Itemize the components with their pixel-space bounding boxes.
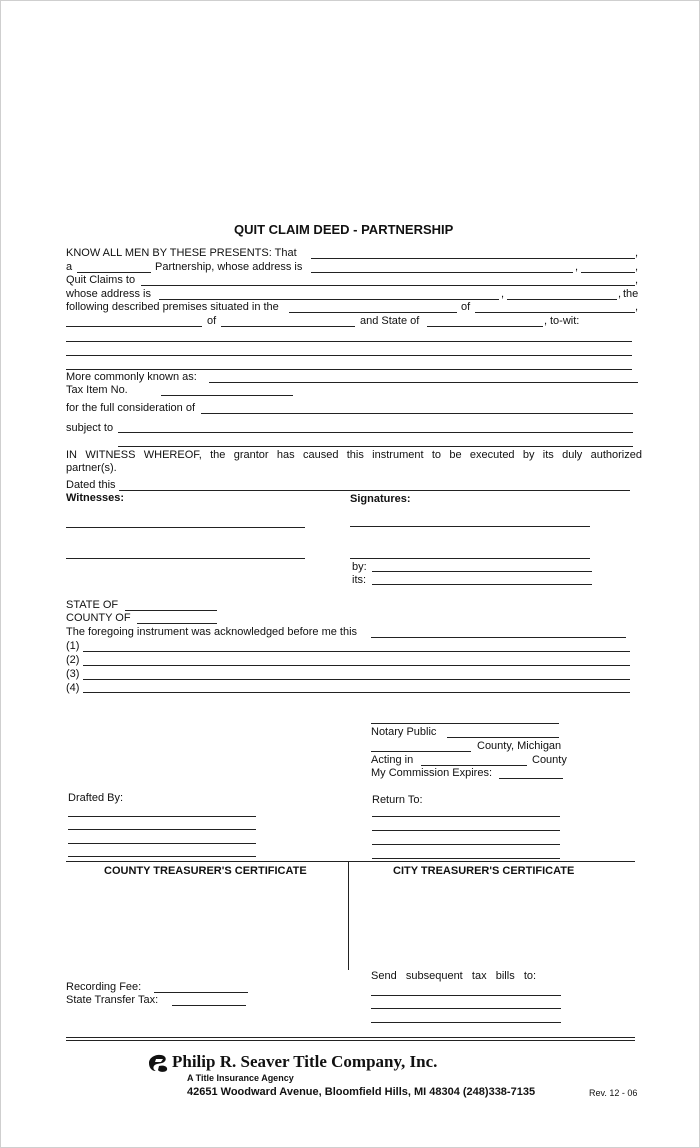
partnership-state-line[interactable] (77, 272, 151, 273)
witnesses-label: Witnesses: (66, 492, 124, 504)
send-bills-line[interactable] (371, 1022, 561, 1023)
recording-fee-line[interactable] (154, 992, 248, 993)
ack-item-label: (3) (66, 668, 80, 680)
subject-to-line[interactable] (118, 446, 633, 447)
dated-line[interactable] (119, 490, 630, 491)
ack-item-line[interactable] (83, 692, 630, 693)
subject-to-line[interactable] (118, 432, 633, 433)
notary-public-label: Notary Public (371, 726, 437, 738)
recording-fee-label: Recording Fee: (66, 981, 142, 993)
tax-item-line[interactable] (161, 395, 293, 396)
county-label: County (532, 754, 567, 766)
drafted-by-line[interactable] (68, 816, 256, 817)
signatures-label: Signatures: (350, 493, 411, 505)
acting-in-label: Acting in (371, 754, 414, 766)
commission-date-line[interactable] (499, 778, 563, 779)
by-label: by: (352, 561, 367, 573)
county-michigan-label: County, Michigan (477, 740, 562, 752)
drafted-by-line[interactable] (68, 829, 256, 830)
witness-statement-end: partner(s). (66, 462, 117, 474)
legal-description-line[interactable] (66, 341, 632, 342)
witness-signature-line[interactable] (66, 527, 305, 528)
transfer-tax-line[interactable] (172, 1005, 246, 1006)
grantor-name-line[interactable] (311, 258, 635, 259)
agency-text: A Title Insurance Agency (187, 1073, 294, 1083)
subject-to-label: subject to (66, 422, 114, 434)
state-of-text: and State of (360, 315, 420, 327)
ack-item-line[interactable] (83, 651, 630, 652)
certificates-divider (348, 861, 349, 970)
footer-rule (66, 1040, 635, 1041)
its-label: its: (352, 574, 367, 586)
of-text-1: of (461, 301, 471, 313)
grantee-name-line[interactable] (141, 285, 635, 286)
partnership-text: Partnership, whose address is (155, 261, 303, 273)
footer-rule (66, 1037, 635, 1038)
acting-county-line[interactable] (421, 765, 527, 766)
ack-state-line[interactable] (125, 610, 217, 611)
drafted-by-label: Drafted By: (68, 792, 124, 804)
state-of-label: STATE OF (66, 599, 119, 611)
county-of-label: COUNTY OF (66, 612, 131, 624)
county-treasurer-certificate: COUNTY TREASURER'S CERTIFICATE (104, 865, 307, 877)
grantee-address-line[interactable] (159, 299, 499, 300)
send-bills-line[interactable] (371, 1008, 561, 1009)
revision-text: Rev. 12 - 06 (589, 1088, 638, 1098)
drafted-by-line[interactable] (68, 856, 256, 857)
intro-text: KNOW ALL MEN BY THESE PRESENTS: That (66, 247, 297, 259)
company-logo-icon (147, 1053, 169, 1073)
the-text: the (623, 288, 639, 300)
return-to-line[interactable] (372, 858, 560, 859)
tax-item-label: Tax Item No. (66, 384, 128, 396)
return-to-line[interactable] (372, 816, 560, 817)
company-name: Philip R. Seaver Title Company, Inc. (172, 1052, 438, 1071)
commission-label: My Commission Expires: (371, 767, 493, 779)
grantor-zip-line[interactable] (581, 272, 635, 273)
return-to-line[interactable] (372, 844, 560, 845)
drafted-by-line[interactable] (68, 843, 256, 844)
ack-item-line[interactable] (83, 665, 630, 666)
transfer-tax-label: State Transfer Tax: (66, 994, 159, 1006)
send-bills-line[interactable] (371, 995, 561, 996)
state-line[interactable] (427, 326, 543, 327)
foregoing-text: The foregoing instrument was acknowledged before me this (66, 626, 358, 638)
ack-item-line[interactable] (83, 679, 630, 680)
dated-label: Dated this (66, 479, 116, 491)
page-title: QUIT CLAIM DEED - PARTNERSHIP (234, 222, 454, 237)
ack-item-label: (2) (66, 654, 80, 666)
city-treasurer-certificate: CITY TREASURER'S CERTIFICATE (393, 865, 575, 877)
ack-item-label: (1) (66, 640, 80, 652)
by-line[interactable] (372, 571, 592, 572)
ack-date-line[interactable] (371, 637, 626, 638)
notary-signature-line[interactable] (371, 723, 559, 724)
grantee-address-label: whose address is (66, 288, 151, 300)
send-bills-label: Send subsequent tax bills to: (371, 970, 537, 982)
company-address: 42651 Woodward Avenue, Bloomfield Hills, MI 48304 (248)338-7135 (187, 1086, 536, 1098)
commonly-known-label: More commonly known as: (66, 371, 197, 383)
quit-claims-text: Quit Claims to (66, 274, 136, 286)
article-a: a (66, 261, 73, 273)
county-line[interactable] (221, 326, 355, 327)
township-line[interactable] (66, 326, 202, 327)
ack-county-line[interactable] (137, 623, 217, 624)
premises-city-line[interactable] (475, 312, 635, 313)
notary-county-line[interactable] (371, 751, 471, 752)
witness-statement: IN WITNESS WHEREOF, the grantor has caused this instrument to be executed by its duly authorized (66, 449, 642, 461)
its-line[interactable] (372, 584, 592, 585)
witness-signature-line[interactable] (66, 558, 305, 559)
certificates-top-rule (66, 861, 635, 862)
return-to-line[interactable] (372, 830, 560, 831)
premises-text: following described premises situated in the (66, 301, 279, 313)
legal-description-line[interactable] (66, 369, 632, 370)
to-wit-text: to-wit: (550, 315, 580, 327)
signature-line[interactable] (350, 558, 590, 559)
notary-name-line[interactable] (447, 737, 559, 738)
deed-page: QUIT CLAIM DEED - PARTNERSHIP KNOW ALL MEN BY THESE PRESENTS: That , a Partnership, whose address is , , Quit Claims to , whose address is , , the following described premises situated in the of , of and State of , to-wit: More commonly known as: Tax Item No. for the full consideration of subject to IN WITNESS WHEREOF, the grantor has caused this instrument to be executed by its duly authorized partner(s). Dated this Witnesses: Signatures: by: its: STATE OF COUNTY OF The foregoing instrument was acknowledged before me this (1) (2) (3) (4) Notary Public County, Michigan Acting in County My Commission Expires: Drafted By: Return To: COUNTY TREASURER'S CERTIFICATE CITY TREASURER'S CERTIFICATE Send subsequent tax bills to: Recording Fee: State Transfer Tax: Philip R. Seaver Title Company, Inc. A Title Insurance Agency 42651 Woodward Avenue, Bloomfield Hills, MI 48304 (248)338-7135 Rev. 12 - 06 (0, 0, 700, 1148)
signature-line[interactable] (350, 526, 590, 527)
consideration-label: for the full consideration of (66, 402, 196, 414)
consideration-line[interactable] (201, 413, 633, 414)
ack-item-label: (4) (66, 682, 80, 694)
of-text-2: of (207, 315, 217, 327)
premises-location-line[interactable] (289, 312, 457, 313)
commonly-known-line[interactable] (209, 382, 638, 383)
grantor-address-line[interactable] (311, 272, 573, 273)
return-to-label: Return To: (372, 794, 423, 806)
legal-description-line[interactable] (66, 355, 632, 356)
grantee-zip-line[interactable] (507, 299, 617, 300)
